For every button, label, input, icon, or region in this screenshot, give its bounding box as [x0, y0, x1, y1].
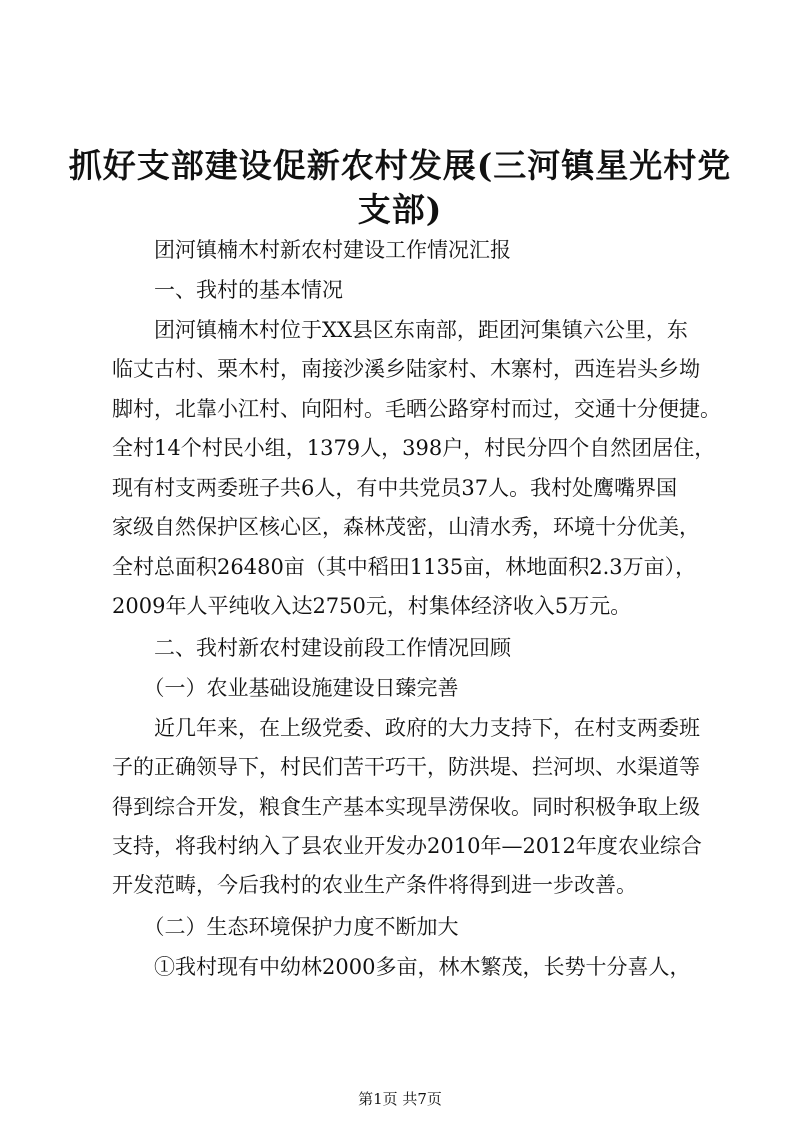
body-line: 全村总面积26480亩（其中稻田1135亩，林地面积2.3万亩）， [112, 555, 697, 579]
body-line: 子的正确领导下，村民们苦干巧干，防洪堤、拦河坝、水渠道等 [112, 755, 700, 779]
body-line: 近几年来，在上级党委、政府的大力支持下，在村支两委班 [112, 716, 700, 740]
body-line: 得到综合开发，粮食生产基本实现旱涝保收。同时积极争取上级 [112, 795, 700, 819]
body-line: 一、我村的基本情况 [112, 278, 343, 302]
body-line: 临丈古村、栗木村，南接沙溪乡陆家村、木寨村，西连岩头乡坳 [112, 357, 700, 381]
body-line: 开发范畴，今后我村的农业生产条件将得到进一步改善。 [112, 873, 637, 897]
body-line: ①我村现有中幼林2000多亩，林木繁茂，长势十分喜人， [112, 955, 691, 979]
page-footer: 第1页 共7页 [358, 1090, 442, 1108]
body-line: 团河镇楠木村位于XX县区东南部，距团河集镇六公里，东 [112, 318, 688, 342]
body-line: （一）农业基础设施建设日臻完善 [112, 676, 459, 700]
body-line: 二、我村新农村建设前段工作情况回顾 [112, 636, 511, 660]
body-line: 现有村支两委班子共6人，有中共党员37人。我村处鹰嘴界国 [112, 476, 678, 500]
body-line: （二）生态环境保护力度不断加大 [112, 915, 459, 939]
body-line: 团河镇楠木村新农村建设工作情况汇报 [112, 238, 511, 262]
body-line: 2009年人平纯收入达2750元，村集体经济收入5万元。 [112, 594, 632, 618]
body-line: 支持，将我村纳入了县农业开发办2010年—2012年度农业综合 [112, 834, 702, 858]
document-title-line-1: 抓好支部建设促新农村发展(三河镇星光村党 [68, 146, 732, 185]
body-line: 脚村，北靠小江村、向阳村。毛晒公路穿村而过，交通十分便捷。 [112, 397, 721, 421]
body-line: 家级自然保护区核心区，森林茂密，山清水秀，环境十分优美， [112, 515, 700, 539]
body-line: 全村14个村民小组，1379人，398户，村民分四个自然团居住， [112, 436, 716, 460]
document-title-line-2: 支部) [357, 190, 443, 229]
